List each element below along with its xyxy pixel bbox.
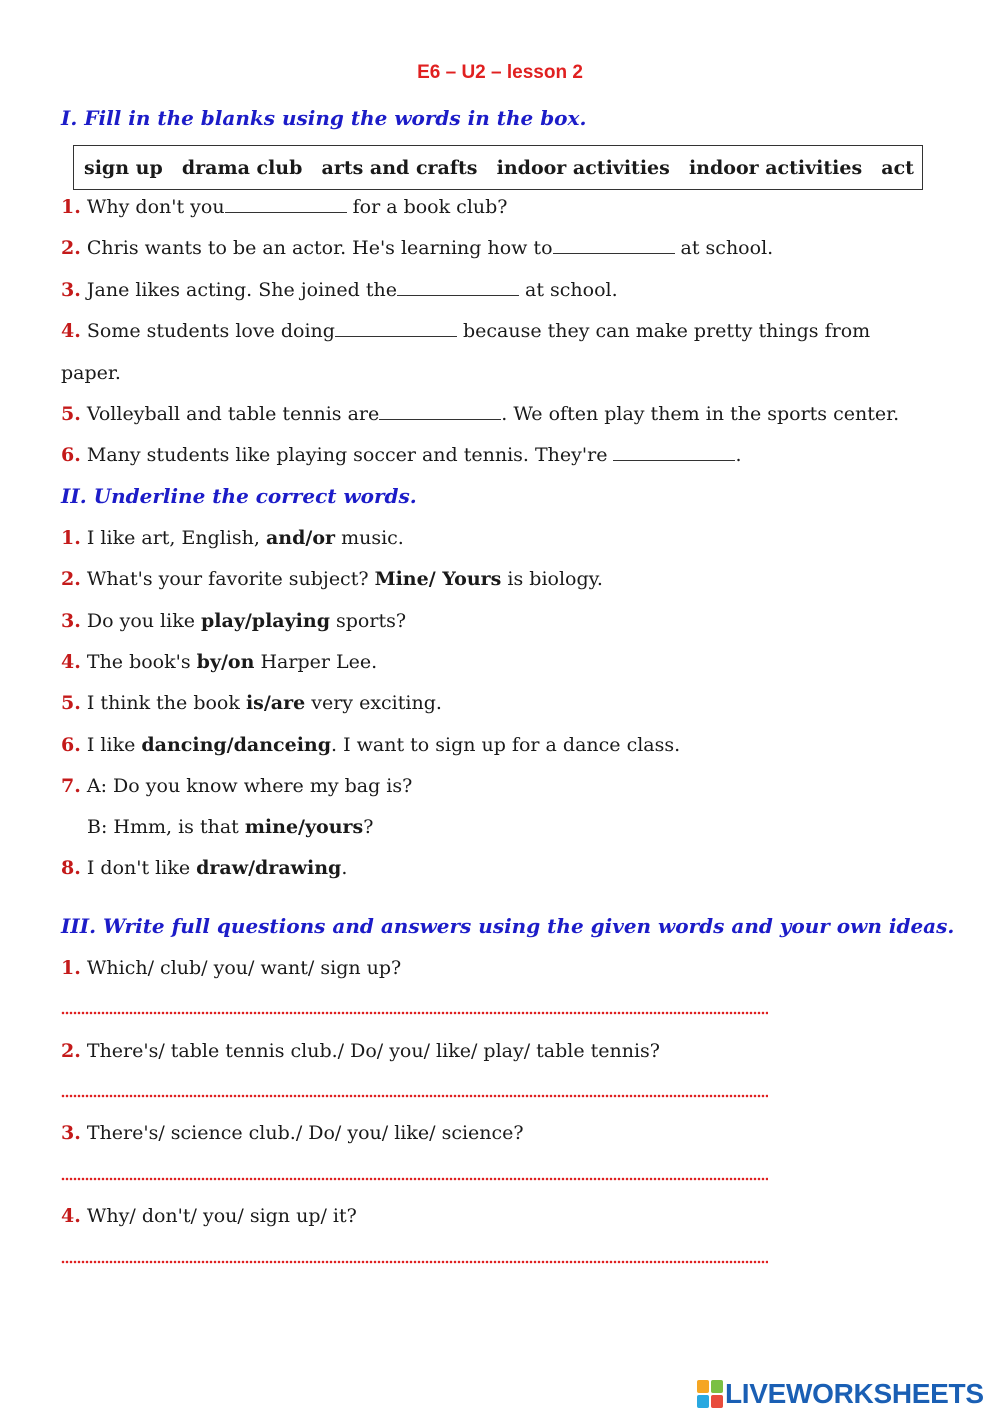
- section-3-heading: III. Write full questions and answers using the given words and your own ideas.: [61, 914, 955, 938]
- question-text: . I want to sign up for a dance class.: [331, 734, 681, 756]
- word-choice[interactable]: is/are: [245, 692, 306, 714]
- question-number: 1.: [61, 957, 81, 979]
- question-text: Many students like playing soccer and tennis. They're: [86, 444, 614, 466]
- question-text: ?: [363, 816, 374, 838]
- liveworksheets-logo: [697, 1377, 984, 1411]
- write-question-3: [61, 1122, 524, 1144]
- question-text: A: Do you know where my bag is?: [86, 775, 413, 797]
- question-text: at school.: [518, 279, 618, 301]
- underline-question-7-reply: [87, 816, 373, 838]
- question-number: 3.: [61, 279, 81, 301]
- answer-blank[interactable]: [225, 211, 347, 213]
- question-text: for a book club?: [346, 196, 508, 218]
- word-choice[interactable]: play/playing: [201, 610, 330, 632]
- liveworksheets-logo-icon: [697, 1380, 723, 1408]
- write-question-2: [61, 1040, 660, 1062]
- underline-question-8: [61, 857, 347, 879]
- question-text: . We often play them in the sports center.: [501, 403, 900, 425]
- underline-question-1: [61, 527, 404, 549]
- question-text: .: [341, 857, 348, 879]
- question-number: 3.: [61, 1122, 81, 1144]
- question-text: is biology.: [501, 568, 603, 590]
- answer-dotted-line[interactable]: [61, 1094, 768, 1098]
- fill-question-4-continued: paper.: [61, 362, 121, 384]
- question-number: 7.: [61, 775, 81, 797]
- question-text: Harper Lee.: [254, 651, 378, 673]
- question-number: 2.: [61, 237, 81, 259]
- word-box: [73, 145, 923, 190]
- section-1-heading: I. Fill in the blanks using the words in the box.: [61, 106, 587, 130]
- question-text: I don't like: [86, 857, 197, 879]
- question-text: very exciting.: [305, 692, 442, 714]
- word-choice[interactable]: by/on: [196, 651, 255, 673]
- fill-question-6: [61, 444, 742, 466]
- fill-question-3: [61, 279, 618, 301]
- question-text: What's your favorite subject?: [86, 568, 375, 590]
- question-text: I think the book: [86, 692, 246, 714]
- answer-blank[interactable]: [379, 418, 501, 420]
- word-box-item: drama club: [181, 156, 303, 179]
- answer-dotted-line[interactable]: [61, 1177, 768, 1181]
- question-text: Volleyball and table tennis are: [86, 403, 380, 425]
- question-text: music.: [335, 527, 404, 549]
- question-text: Which/ club/ you/ want/ sign up?: [86, 957, 402, 979]
- brand-name: LIVEWORKSHEETS: [725, 1378, 984, 1409]
- write-question-4: [61, 1205, 357, 1227]
- question-text: Some students love doing: [86, 320, 335, 342]
- question-text: I like: [86, 734, 142, 756]
- underline-question-6: [61, 734, 680, 756]
- question-text: Chris wants to be an actor. He's learning how to: [86, 237, 553, 259]
- question-text: at school.: [674, 237, 774, 259]
- section-2-heading: II. Underline the correct words.: [61, 484, 417, 508]
- question-text: sports?: [329, 610, 407, 632]
- fill-question-2: [61, 237, 773, 259]
- question-number: 1.: [61, 527, 81, 549]
- question-number: 3.: [61, 610, 81, 632]
- question-text: There's/ science club./ Do/ you/ like/ science?: [86, 1122, 524, 1144]
- question-text: There's/ table tennis club./ Do/ you/ like/ play/ table tennis?: [86, 1040, 660, 1062]
- fill-question-5: [61, 403, 899, 425]
- question-text: B: Hmm, is that: [87, 816, 245, 838]
- word-choice[interactable]: dancing/danceing: [141, 734, 332, 756]
- fill-question-4: [61, 320, 870, 342]
- word-choice[interactable]: and/or: [266, 527, 336, 549]
- question-number: 4.: [61, 1205, 81, 1227]
- underline-question-3: [61, 610, 406, 632]
- question-number: 6.: [61, 734, 81, 756]
- underline-question-2: [61, 568, 603, 590]
- underline-question-7: [61, 775, 412, 797]
- word-choice[interactable]: draw/drawing: [196, 857, 342, 879]
- question-text: .: [735, 444, 742, 466]
- answer-blank[interactable]: [553, 252, 675, 254]
- page-title: E6 – U2 – lesson 2: [417, 62, 583, 83]
- question-text: because they can make pretty things from: [456, 320, 871, 342]
- question-number: 5.: [61, 692, 81, 714]
- question-number: 2.: [61, 568, 81, 590]
- word-box-item: arts and crafts: [321, 156, 478, 179]
- question-text: Jane likes acting. She joined the: [86, 279, 397, 301]
- word-box-item: indoor activities: [496, 156, 670, 179]
- answer-dotted-line[interactable]: [61, 1011, 768, 1015]
- word-choice[interactable]: Mine/ Yours: [374, 568, 502, 590]
- question-text: Why/ don't/ you/ sign up/ it?: [86, 1205, 357, 1227]
- question-number: 6.: [61, 444, 81, 466]
- question-text: The book's: [86, 651, 197, 673]
- question-number: 4.: [61, 320, 81, 342]
- write-question-1: [61, 957, 401, 979]
- question-number: 2.: [61, 1040, 81, 1062]
- question-number: 5.: [61, 403, 81, 425]
- underline-question-4: [61, 651, 377, 673]
- question-number: 1.: [61, 196, 81, 218]
- word-choice[interactable]: mine/yours: [244, 816, 364, 838]
- question-text: I like art, English,: [86, 527, 266, 549]
- underline-question-5: [61, 692, 442, 714]
- question-text: Do you like: [86, 610, 202, 632]
- fill-question-1: [61, 196, 507, 218]
- word-box-item: indoor activities: [688, 156, 863, 179]
- answer-blank[interactable]: [613, 459, 735, 461]
- word-box-item: sign up: [84, 156, 163, 179]
- answer-blank[interactable]: [335, 335, 457, 337]
- question-number: 8.: [61, 857, 81, 879]
- answer-blank[interactable]: [397, 294, 519, 296]
- question-text: Why don't you: [86, 196, 225, 218]
- answer-dotted-line[interactable]: [61, 1260, 768, 1264]
- word-box-item: act: [881, 156, 914, 179]
- question-number: 4.: [61, 651, 81, 673]
